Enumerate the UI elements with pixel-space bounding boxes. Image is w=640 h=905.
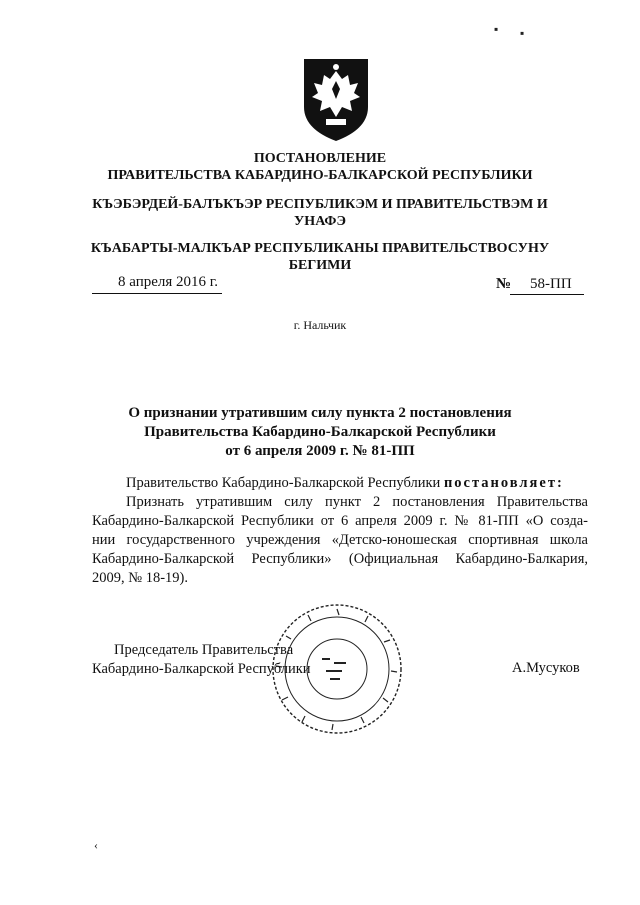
scan-mark: ▪ bbox=[520, 26, 525, 40]
number-underline bbox=[510, 294, 584, 295]
issuer-kabardian-line2: УНАФЭ bbox=[294, 214, 346, 229]
issuer-balkar-line2: БЕГИМИ bbox=[288, 258, 352, 273]
para-line: Кабардино-Балкарской Республики от 6 апреля 2009 г. № 81-ПП «О созда- bbox=[92, 513, 588, 529]
document-title bbox=[0, 404, 640, 461]
city: г. Нальчик bbox=[293, 318, 347, 332]
doc-type-title: ПОСТАНОВЛЕНИЕ bbox=[253, 151, 387, 166]
title-line: О признании утратившим силу пункта 2 постановления bbox=[128, 405, 512, 421]
position-line: Кабардино-Балкарской Республики bbox=[92, 661, 311, 677]
date-underline bbox=[92, 293, 222, 294]
scan-mark: ▪ bbox=[494, 22, 499, 36]
para-line: нии государственного учреждения «Детско-юношеская спортивная школа bbox=[92, 532, 588, 548]
issuer-kabardian-line1: КЪЭБЭРДЕЙ-БАЛЪКЪЭР РЕСПУБЛИКЭМ И ПРАВИТЕЛЬСТВЭМ И bbox=[92, 197, 548, 212]
para-line: Признать утратившим силу пункт 2 постановления Правительства bbox=[126, 494, 588, 510]
coat-of-arms-icon bbox=[300, 55, 372, 143]
para-line: 2009, № 18-19). bbox=[92, 570, 188, 586]
document-body bbox=[92, 474, 588, 588]
intro-verb: постановляет: bbox=[443, 475, 564, 491]
title-line: от 6 апреля 2009 г. № 81-ПП bbox=[225, 443, 415, 459]
issuer-russian: ПРАВИТЕЛЬСТВА КАБАРДИНО-БАЛКАРСКОЙ РЕСПУБЛИКИ bbox=[107, 168, 533, 183]
para-line: Кабардино-Балкарской Республики» (Официальная Кабардино-Балкария, bbox=[92, 551, 588, 567]
issuer-balkar-line1: КЪАБАРТЫ-МАЛКЪАР РЕСПУБЛИКАНЫ ПРАВИТЕЛЬСТВОСУНУ bbox=[90, 241, 550, 256]
scan-mark: ‹ bbox=[94, 838, 98, 852]
signatory-name: А.Мусуков bbox=[512, 660, 580, 676]
intro-text: Правительство Кабардино-Балкарской Республики bbox=[126, 475, 441, 491]
intro-line bbox=[92, 474, 588, 493]
document-number: 58-ПП bbox=[530, 276, 572, 292]
signatory-position bbox=[92, 641, 311, 679]
title-line: Правительства Кабардино-Балкарской Республики bbox=[144, 424, 496, 440]
number-label: № bbox=[496, 276, 512, 292]
document-date: 8 апреля 2016 г. bbox=[118, 274, 218, 290]
position-line: Председатель Правительства bbox=[114, 642, 294, 658]
